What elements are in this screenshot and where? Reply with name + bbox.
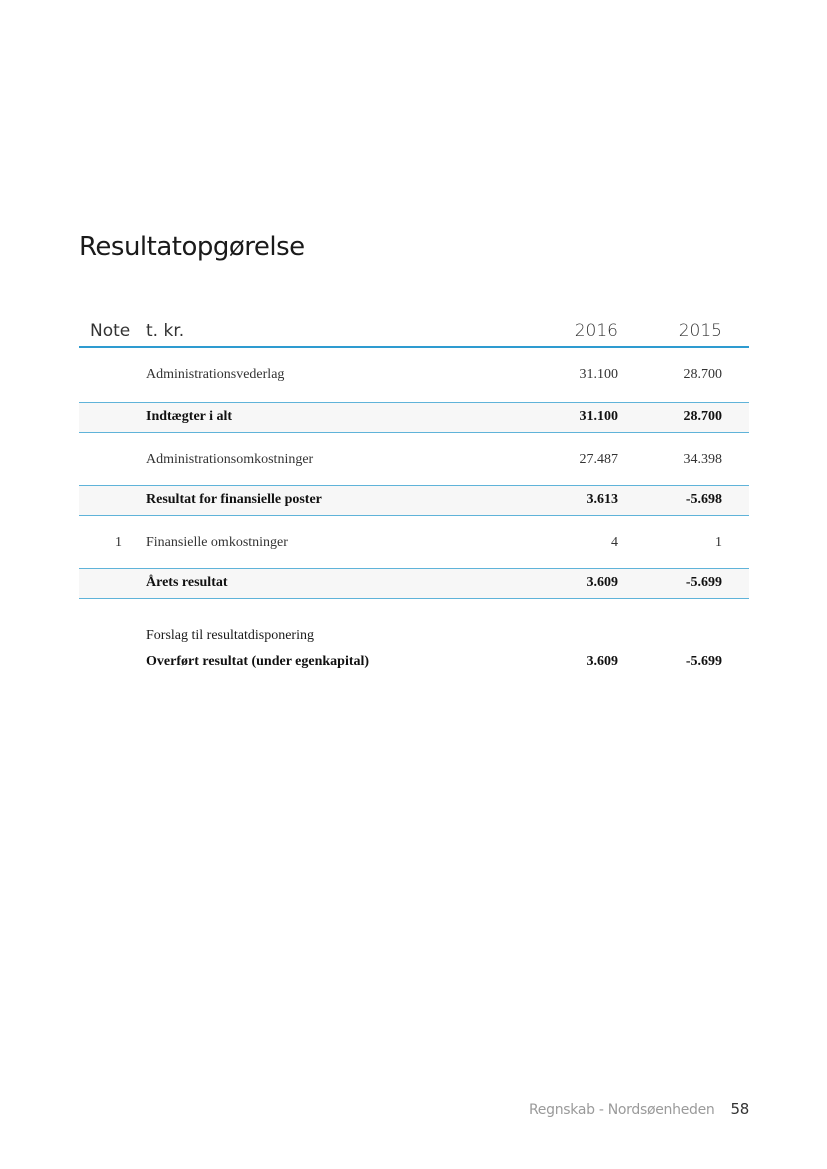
row-label: Administrationsomkostninger	[146, 452, 314, 467]
disposition-heading: Forslag til resultatdisponering	[146, 628, 314, 643]
disposition-label: Overført resultat (under egenkapital)	[146, 654, 370, 669]
row-label: Finansielle omkostninger	[146, 535, 288, 550]
row-value-2016: 31.100	[579, 409, 618, 424]
row-value-2016: 3.613	[586, 492, 618, 507]
table-header	[79, 317, 749, 348]
table-row	[79, 516, 749, 568]
table-row	[79, 433, 749, 485]
row-value-2015: 1	[715, 535, 722, 550]
row-note: 1	[115, 535, 122, 550]
result-disposition	[79, 628, 749, 680]
header-unit: t. kr.	[146, 321, 185, 341]
table-row-total	[79, 568, 749, 599]
row-label: Indtægter i alt	[146, 409, 233, 424]
row-value-2015: 28.700	[683, 409, 722, 424]
header-year-2016: 2016	[574, 321, 618, 341]
disposition-value-2016: 3.609	[586, 654, 618, 669]
header-year-2015: 2015	[678, 321, 722, 341]
disposition-heading-line	[79, 628, 749, 654]
page-footer	[529, 1100, 749, 1118]
row-value-2016: 27.487	[579, 452, 618, 467]
table-row-total	[79, 402, 749, 433]
row-label: Resultat for finansielle poster	[146, 492, 322, 507]
row-value-2015: 34.398	[683, 452, 722, 467]
footer-text: Regnskab - Nordsøenheden	[529, 1102, 715, 1118]
header-note: Note	[90, 321, 131, 341]
row-value-2015: -5.699	[685, 575, 722, 590]
page-number: 58	[730, 1100, 749, 1118]
disposition-row	[79, 654, 749, 680]
row-value-2015: -5.698	[685, 492, 722, 507]
row-value-2016: 3.609	[586, 575, 618, 590]
row-label: Administrationsvederlag	[146, 367, 285, 382]
table-row	[79, 348, 749, 402]
table-row-total	[79, 485, 749, 516]
disposition-value-2015: -5.699	[685, 654, 722, 669]
income-statement-table	[79, 317, 749, 599]
row-value-2016: 4	[611, 535, 618, 550]
row-label: Årets resultat	[146, 575, 228, 590]
row-value-2016: 31.100	[579, 367, 618, 382]
page-title: Resultatopgørelse	[79, 232, 305, 262]
row-value-2015: 28.700	[683, 367, 722, 382]
